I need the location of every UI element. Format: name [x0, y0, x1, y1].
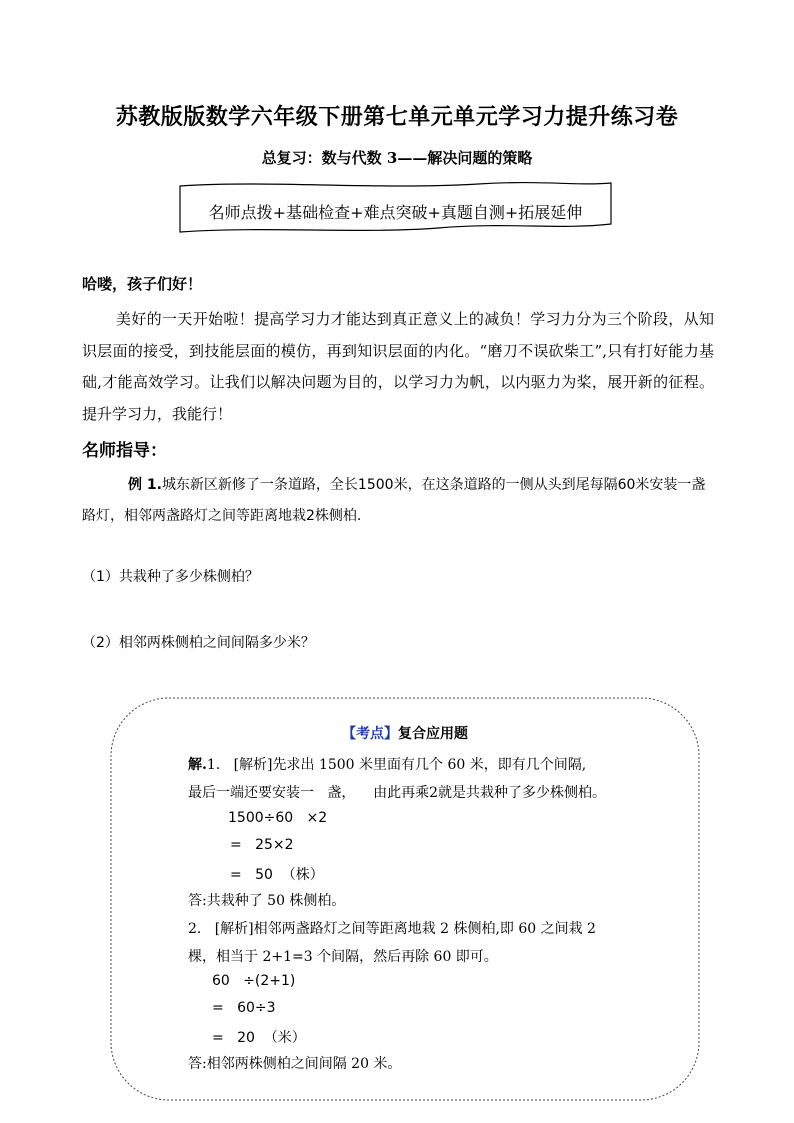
solution-part2-line2: 棵，相当于 2+1=3 个间隔，然后再除 60 即可。	[188, 949, 498, 965]
calc2-line3: = 20 （米）	[212, 1030, 306, 1046]
calc1-line3: = 50 （株）	[230, 867, 324, 883]
example-1	[82, 470, 714, 532]
answer-2: 答:相邻两株侧柏之间间隔 20 米。	[188, 1056, 402, 1072]
kaodian-bracket-right: 】	[384, 726, 398, 742]
greeting: 哈喽，孩子们好！	[82, 275, 203, 293]
kaodian-line	[110, 723, 700, 743]
kaodian-label: 考点	[356, 726, 384, 742]
page-title: 苏教版版数学六年级下册第七单元单元学习力提升练习卷	[115, 105, 679, 130]
guide-heading: 名师指导：	[82, 441, 167, 461]
banner-text: 名师点拨+基础检查+难点突破+真题自测+拓展延伸	[208, 203, 583, 222]
solution-part1-text1: 1. [解析]先求出 1500 米里面有几个 60 米，即有几个间隔,	[206, 757, 587, 773]
kaodian-bracket-left: 【	[342, 726, 356, 742]
solution-prefix: 解.	[188, 757, 207, 773]
question-1: （1）共栽种了多少株侧柏？	[82, 569, 259, 585]
question-2: （2）相邻两株侧柏之间间隔多少米？	[82, 635, 315, 651]
solution-part2-line1: 2. [解析]相邻两盏路灯之间等距离地栽 2 株侧柏,即 60 之间栽 2	[188, 921, 596, 937]
calc1-line1: 1500÷60 ×2	[228, 810, 328, 826]
example-label: 例 1.	[128, 477, 162, 493]
page-subtitle: 总复习：数与代数 3——解决问题的策略	[261, 149, 533, 167]
calc2-line1: 60 ÷(2+1)	[212, 973, 296, 989]
solution-part1-line2: 最后一端还要安装一 盏， 由此再乘2就是共栽种了多少株侧柏。	[188, 785, 607, 801]
calc1-line2: = 25×2	[230, 837, 294, 853]
calc2-line2: = 60÷3	[212, 1000, 276, 1016]
example-text: 城东新区新修了一条道路，全长1500米，在这条道路的一侧从头到尾每隔60米安装一盏路灯，相邻两盏路灯之间等距离地栽2株侧柏.	[82, 477, 706, 524]
solution-part1-line1	[188, 754, 586, 774]
intro-paragraph: 美好的一天开始啦！提高学习力才能达到真正意义上的减负！学习力分为三个阶段，从知识层面的接受，到技能层面的模仿，再到知识层面的内化。“磨刀不误砍柴工”,只有打好能力基础,才能高效学习。让我们以解决问题为目的，以学习力为帆，以内驱力为桨，展开新的征程。提升学习力，我能行！	[82, 310, 714, 423]
kaodian-text: 复合应用题	[398, 726, 468, 742]
answer-1: 答:共栽种了 50 株侧柏。	[188, 893, 346, 909]
